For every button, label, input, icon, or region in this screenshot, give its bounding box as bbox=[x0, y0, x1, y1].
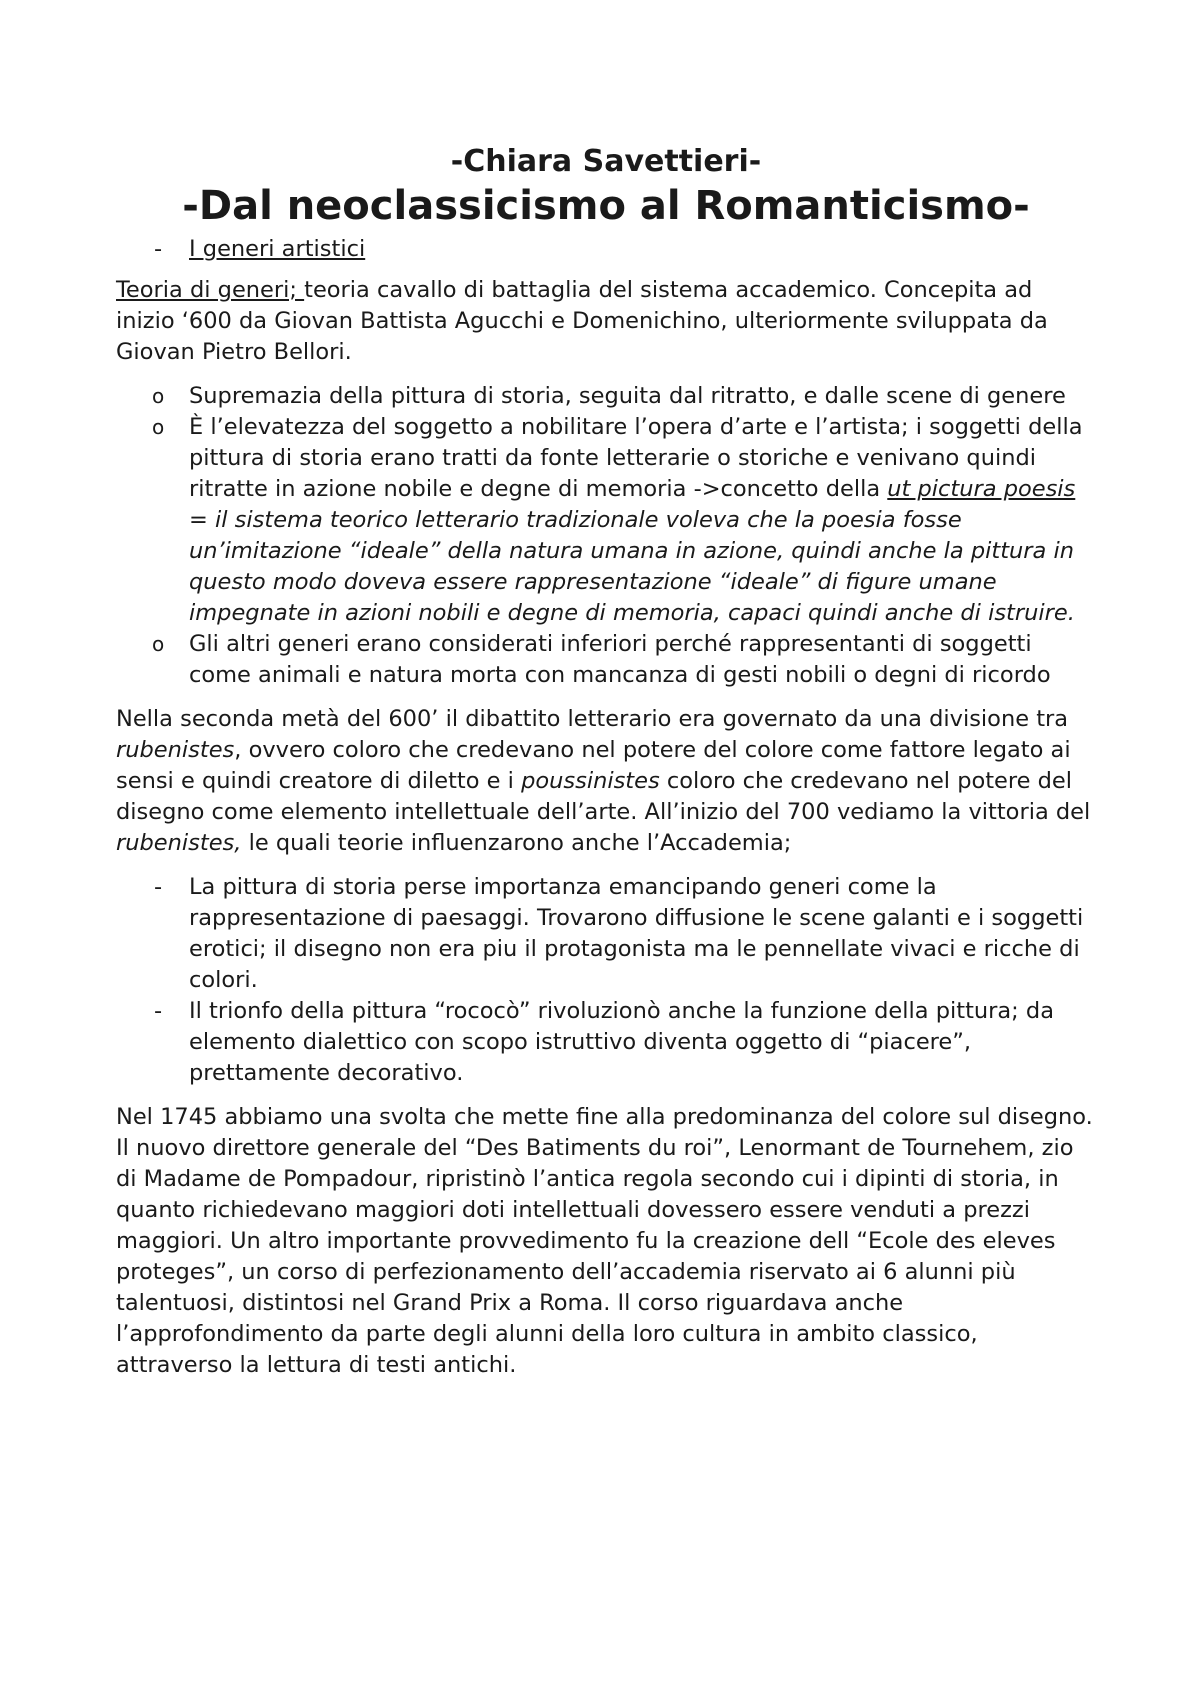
list-item bbox=[116, 629, 1096, 691]
dash-marker: - bbox=[154, 998, 163, 1024]
list-item-text: Supremazia della pittura di storia, seguita dal ritratto, e dalle scene di genere bbox=[189, 383, 1066, 409]
italic-definition: il sistema teorico letterario tradizionale voleva che la poesia fosse un’imitazione “ideale” della natura umana in azione, quindi anche la pittura in questo modo doveva essere rappresentazione “ideale” di figure umane impegnate in azioni nobili e degne di memoria, capaci quindi anche di istruire. bbox=[189, 507, 1075, 626]
circle-bullet-marker: o bbox=[152, 632, 165, 656]
paragraph-teoria-generi bbox=[116, 275, 1096, 368]
list-item bbox=[116, 412, 1096, 629]
italic-term: rubenistes bbox=[116, 737, 235, 763]
bullet-list-rococo bbox=[116, 872, 1096, 1089]
list-item-text: La pittura di storia perse importanza emancipando generi come la rappresentazione di paesaggi. Trovarono diffusione le scene galanti e i soggetti erotici; il disegno non era piu il protagonista ma le pennellate vivaci e ricche di colori. bbox=[189, 874, 1084, 993]
list-item-text: Gli altri generi erano considerati inferiori perché rappresentanti di soggetti come animali e natura morta con mancanza di gesti nobili o degni di ricordo bbox=[189, 631, 1051, 688]
section-heading bbox=[116, 234, 1096, 265]
underlined-italic-term: ut pictura poesis bbox=[887, 476, 1076, 502]
list-item-text: = bbox=[189, 507, 216, 533]
list-item bbox=[116, 996, 1096, 1089]
document-page bbox=[116, 142, 1096, 1394]
author-heading: -Chiara Savettieri- bbox=[450, 144, 762, 179]
list-item-text: Il trionfo della pittura “rococò” rivoluzionò anche la funzione della pittura; da elemento dialettico con scopo istruttivo diventa oggetto di “piacere”, prettamente decorativo. bbox=[189, 998, 1054, 1086]
paragraph-rubenistes bbox=[116, 704, 1096, 859]
document-title: -Dal neoclassicismo al Romanticismo- bbox=[182, 183, 1030, 229]
italic-term: poussinistes bbox=[521, 768, 660, 794]
underlined-term: Teoria di generi; bbox=[116, 277, 305, 303]
paragraph-1745: Nel 1745 abbiamo una svolta che mette fine alla predominanza del colore sul disegno. Il nuovo direttore generale del “Des Batiments du roi”, Lenormant de Tournehem, zio di Madame de Pompadour, ripristinò l’antica regola secondo cui i dipinti di storia, in quanto richiedevano maggiori doti intellettuali dovessero essere venduti a prezzi maggiori. Un altro importante provvedimento fu la creazione dell “Ecole des eleves proteges”, un corso di perfezionamento dell’accademia riservato ai 6 alunni più talentuosi, distintosi nel Grand Prix a Roma. Il corso riguardava anche l’approfondimento da parte degli alunni della loro cultura in ambito classico, attraverso la lettura di testi antichi. bbox=[116, 1104, 1093, 1378]
section-heading-text: I generi artistici bbox=[189, 236, 366, 262]
list-item-text: È l’elevatezza del soggetto a nobilitare l’opera d’arte e l’artista; i soggetti della pittura di storia erano tratti da fonte letterarie o storiche e venivano quindi ritratte in azione nobile e degne di memoria ->concetto della bbox=[189, 414, 1083, 502]
paragraph-text: Nella seconda metà del 600’ il dibattito letterario era governato da una divisione tra bbox=[116, 706, 1069, 732]
bullet-list-generi bbox=[116, 381, 1096, 691]
paragraph-text: , ovvero coloro che credevano nel potere del colore come fattore legato ai sensi e quindi creatore di diletto e i bbox=[116, 737, 1071, 794]
list-item bbox=[116, 872, 1096, 996]
dash-marker: - bbox=[154, 236, 163, 262]
paragraph-text: coloro che credevano nel potere del disegno come elemento intellettuale dell’arte. All’inizio del 700 vediamo la vittoria del bbox=[116, 768, 1091, 825]
circle-bullet-marker: o bbox=[152, 415, 165, 439]
circle-bullet-marker: o bbox=[152, 384, 165, 408]
section-heading-list bbox=[116, 234, 1096, 265]
italic-term: rubenistes, bbox=[116, 830, 242, 856]
list-item bbox=[116, 381, 1096, 412]
paragraph-text: teoria cavallo di battaglia del sistema accademico. Concepita ad inizio ‘600 da Giovan Battista Agucchi e Domenichino, ulteriormente sviluppata da Giovan Pietro Bellori. bbox=[116, 277, 1048, 365]
paragraph-text: le quali teorie influenzarono anche l’Accademia; bbox=[241, 830, 792, 856]
dash-marker: - bbox=[154, 874, 163, 900]
